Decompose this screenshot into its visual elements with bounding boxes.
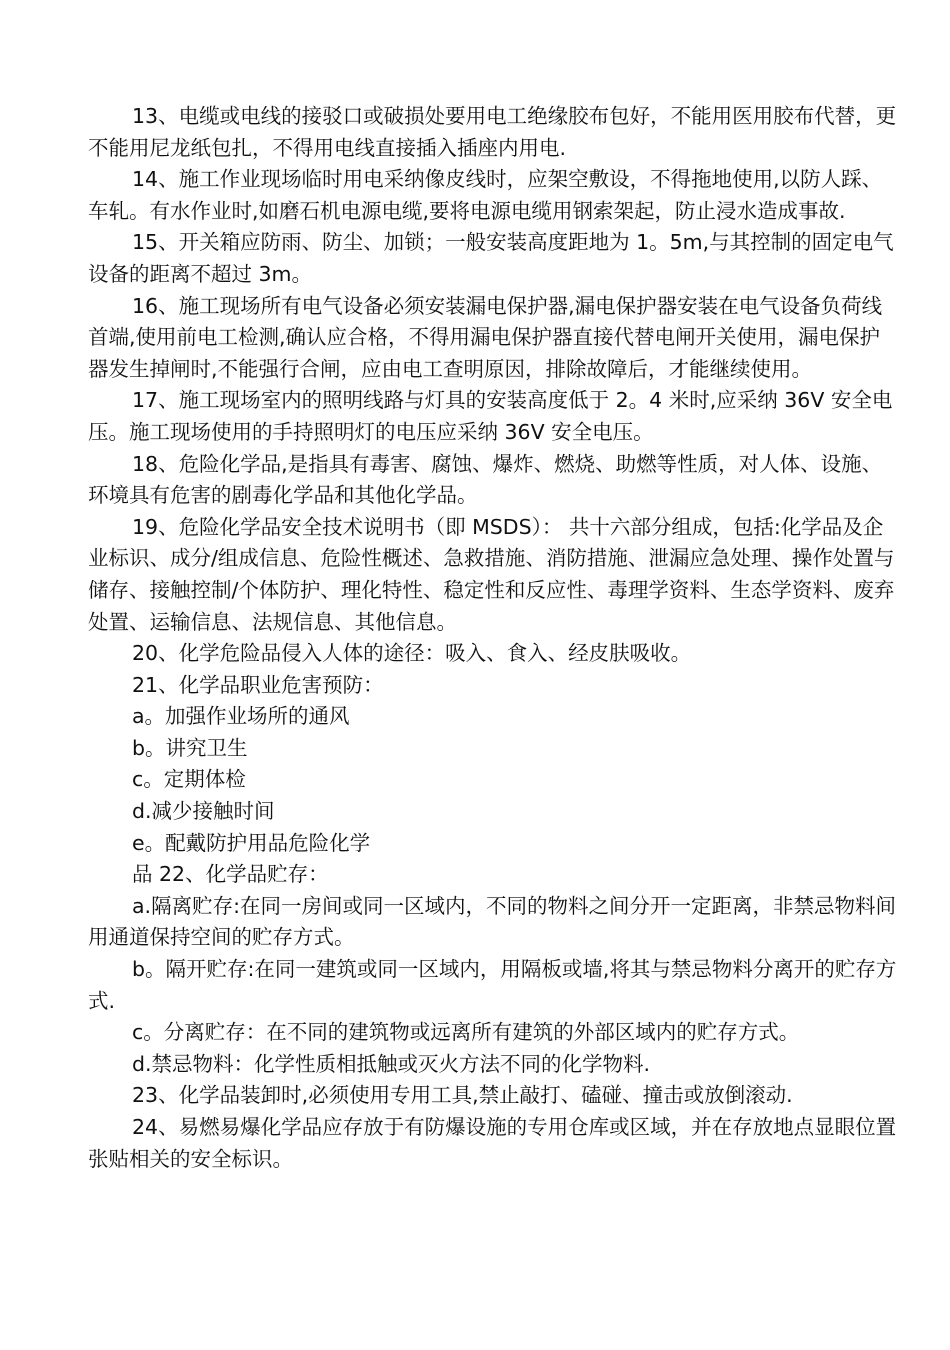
rule-13: 13、电缆或电线的接驳口或破损处要用电工绝缘胶布包好，不能用医用胶布代替，更不能用尼龙纸包扎，不得用电线直接插入插座内用电. xyxy=(88,104,897,160)
storage-item-a: a.隔离贮存:在同一房间或同一区域内，不同的物料之间分开一定距离，非禁忌物料间用通道保持空间的贮存方式。 xyxy=(88,893,896,950)
prevention-item-e: e。配戴防护用品危险化学 xyxy=(132,830,371,855)
rule-24: 24、易燃易爆化学品应存放于有防爆设施的专用仓库或区域，并在存放地点显眼位置张贴相关的安全标识。 xyxy=(88,1115,897,1171)
rule-19: 19、危险化学品安全技术说明书（即 MSDS）： 共十六部分组成，包括:化学品及企业标识、成分/组成信息、危险性概述、急救措施、消防措施、泄漏应急处理、操作处置与储存、接触控制/个体防护、理化特性、稳定性和反应性、毒理学资料、生态学资料、废弃处置、运输信息、法规信息、其他信息。 xyxy=(88,514,895,634)
prevention-item-c: c。定期体检 xyxy=(132,767,246,792)
prevention-item-b: b。讲究卫生 xyxy=(132,735,248,760)
rule-21: 21、化学品职业危害预防： xyxy=(132,672,384,697)
storage-item-b: b。隔开贮存:在同一建筑或同一区域内，用隔板或墙,将其与禁忌物料分离开的贮存方式. xyxy=(88,957,897,1013)
prevention-item-d: d.减少接触时间 xyxy=(132,799,275,824)
prevention-item-a: a。加强作业场所的通风 xyxy=(132,704,350,729)
rule-22-heading: 品 22、化学品贮存： xyxy=(132,862,329,887)
rule-14: 14、施工作业现场临时用电采纳像皮线时，应架空敷设，不得拖地使用,以防人踩、车轧。有水作业时,如磨石机电源电缆,要将电源电缆用钢索架起，防止浸水造成事故. xyxy=(88,167,883,223)
storage-item-d: d.禁忌物料：化学性质相抵触或灭火方法不同的化学物料. xyxy=(132,1051,651,1076)
rule-16: 16、施工现场所有电气设备必须安装漏电保护器,漏电保护器安装在电气设备负荷线首端,使用前电工检测,确认应合格，不得用漏电保护器直接代替电闸开关使用，漏电保护器发生掉闸时,不能强行合闸，应由电工查明原因，排除故障后，才能继续使用。 xyxy=(88,293,883,381)
rule-17: 17、施工现场室内的照明线路与灯具的安装高度低于 2。4 米时,应采纳 36V 安全电压。施工现场使用的手持照明灯的电压应采纳 36V 安全电压。 xyxy=(88,388,893,444)
storage-item-c: c。分离贮存：在不同的建筑物或远离所有建筑的外部区域内的贮存方式。 xyxy=(132,1020,800,1045)
rule-20: 20、化学危险品侵入人体的途径：吸入、食入、经皮肤吸收。 xyxy=(132,641,692,666)
rule-18: 18、危险化学品,是指具有毒害、腐蚀、爆炸、燃烧、助燃等性质，对人体、设施、环境具有危害的剧毒化学品和其他化学品。 xyxy=(88,451,883,508)
rule-15: 15、开关箱应防雨、防尘、加锁；一般安装高度距地为 1。5m,与其控制的固定电气设备的距离不超过 3m。 xyxy=(88,230,894,286)
rule-23: 23、化学品装卸时,必须使用专用工具,禁止敲打、磕碰、撞击或放倒滚动. xyxy=(132,1083,793,1108)
